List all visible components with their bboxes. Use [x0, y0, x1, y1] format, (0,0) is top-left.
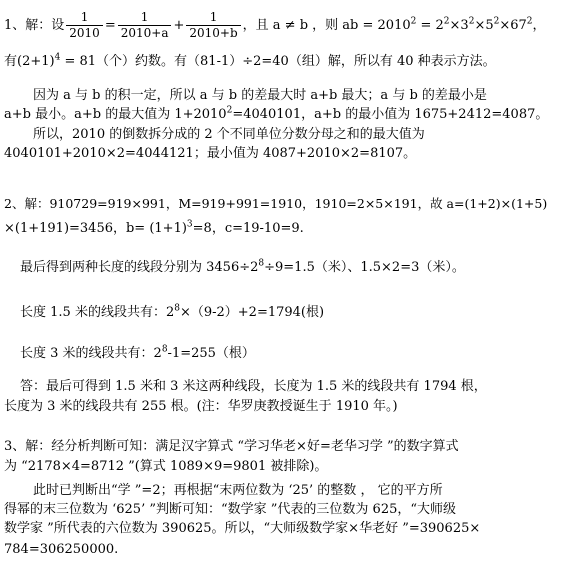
- s2-answer-line-1: 答：最后可得到 1.5 米和 3 米这两种线段，长度为 1.5 米的线段共有 1794 根，: [20, 379, 487, 394]
- s1-line-2: 有$(2+1)^4 = 81$（个）约数。有（81-1）÷2=40（组）解，所以有 40 种表示方法。: [4, 52, 496, 69]
- s1-line-4: a+b 最小。a+b 的最大值为 $1+2010^2=4040101$，a+b 的最小值为 1675+2412=4087。: [4, 105, 549, 122]
- s2-answer-line-2: 长度为 3 米的线段共有 255 根。(注：华罗庚教授诞生于 1910 年。): [4, 399, 398, 414]
- s2-line-1: 2、解：910729=919×991，M=919+991=1910，1910=2×5×191，故 a=(1+2)×(1+5): [4, 196, 548, 211]
- s3-line-5: 数学家 ”所代表的六位数为 390625。所以，“大师级数学家×华老好 ”=390625×: [4, 521, 481, 536]
- s3-line-1: 3、解：经分析判断可知：满足汉字算式 “学习华老×好=老华习学 ”的数字算式: [4, 439, 459, 454]
- s1-condition: ，且 a ≠ b ，则 ab = 2010: [242, 18, 411, 33]
- s3-line-4: 得幂的末三位数为 ‘625’ ”判断可知：“数学家 ”代表的三位数为 625，“大师级: [4, 502, 457, 517]
- s3-line-2: 为 “2178×4=8712 ”(算式 1089×9=9801 被排除)。: [4, 459, 328, 474]
- s3-line-3: 此时已判断出“学 ”=2；再根据“末两位数为 ‘25’ 的整数 ， 它的平方所: [33, 483, 443, 498]
- s2-line-3: 最后得到两种长度的线段分别为 $3456\div 2^8\div 9=1.5$（米）、1.5×2=3（米）。: [20, 258, 465, 275]
- s1-label: 1、解：设: [4, 18, 65, 33]
- s2-line-4: 长度 1.5 米的线段共有：$2^8\times(9-2)+2=1794$(根): [20, 303, 325, 320]
- s1-line-5: 所以，2010 的倒数拆分成的 2 个不同单位分数分母之和的最大值为: [33, 127, 425, 142]
- fraction-1-over-2010-plus-b: $\frac{1}{2010+b}$: [186, 10, 240, 41]
- s2-line-2: ×(1+191)=3456，$b= (1+1)^3=8$，c=19-10=9.: [4, 219, 304, 236]
- s2-line-5: 长度 3 米的线段共有：$2^8-1=255$（根）: [20, 344, 255, 361]
- s1-equation-line: 1、解：设 $\frac{1}{2010}$ = $\frac{1}{2010+a}$ + $\frac{1}{2010+b}$ ，且 a ≠ b ，则 ab = $2010^2 = 2^2\times 3^2\times 5^2\times 67^2$，: [4, 10, 546, 40]
- s3-line-6: 784=306250000.: [4, 542, 119, 557]
- s1-line-3: 因为 a 与 b 的积一定，所以 a 与 b 的差最大时 a+b 最大；a 与 b 的差最小是: [33, 88, 487, 103]
- s1-line-6: 4040101+2010×2=4044121；最小值为 4087+2010×2=8107。: [4, 146, 417, 161]
- fraction-1-over-2010-plus-a: $\frac{1}{2010+a}$: [118, 10, 172, 41]
- fraction-1-over-2010: $\frac{1}{2010}$: [66, 10, 103, 41]
